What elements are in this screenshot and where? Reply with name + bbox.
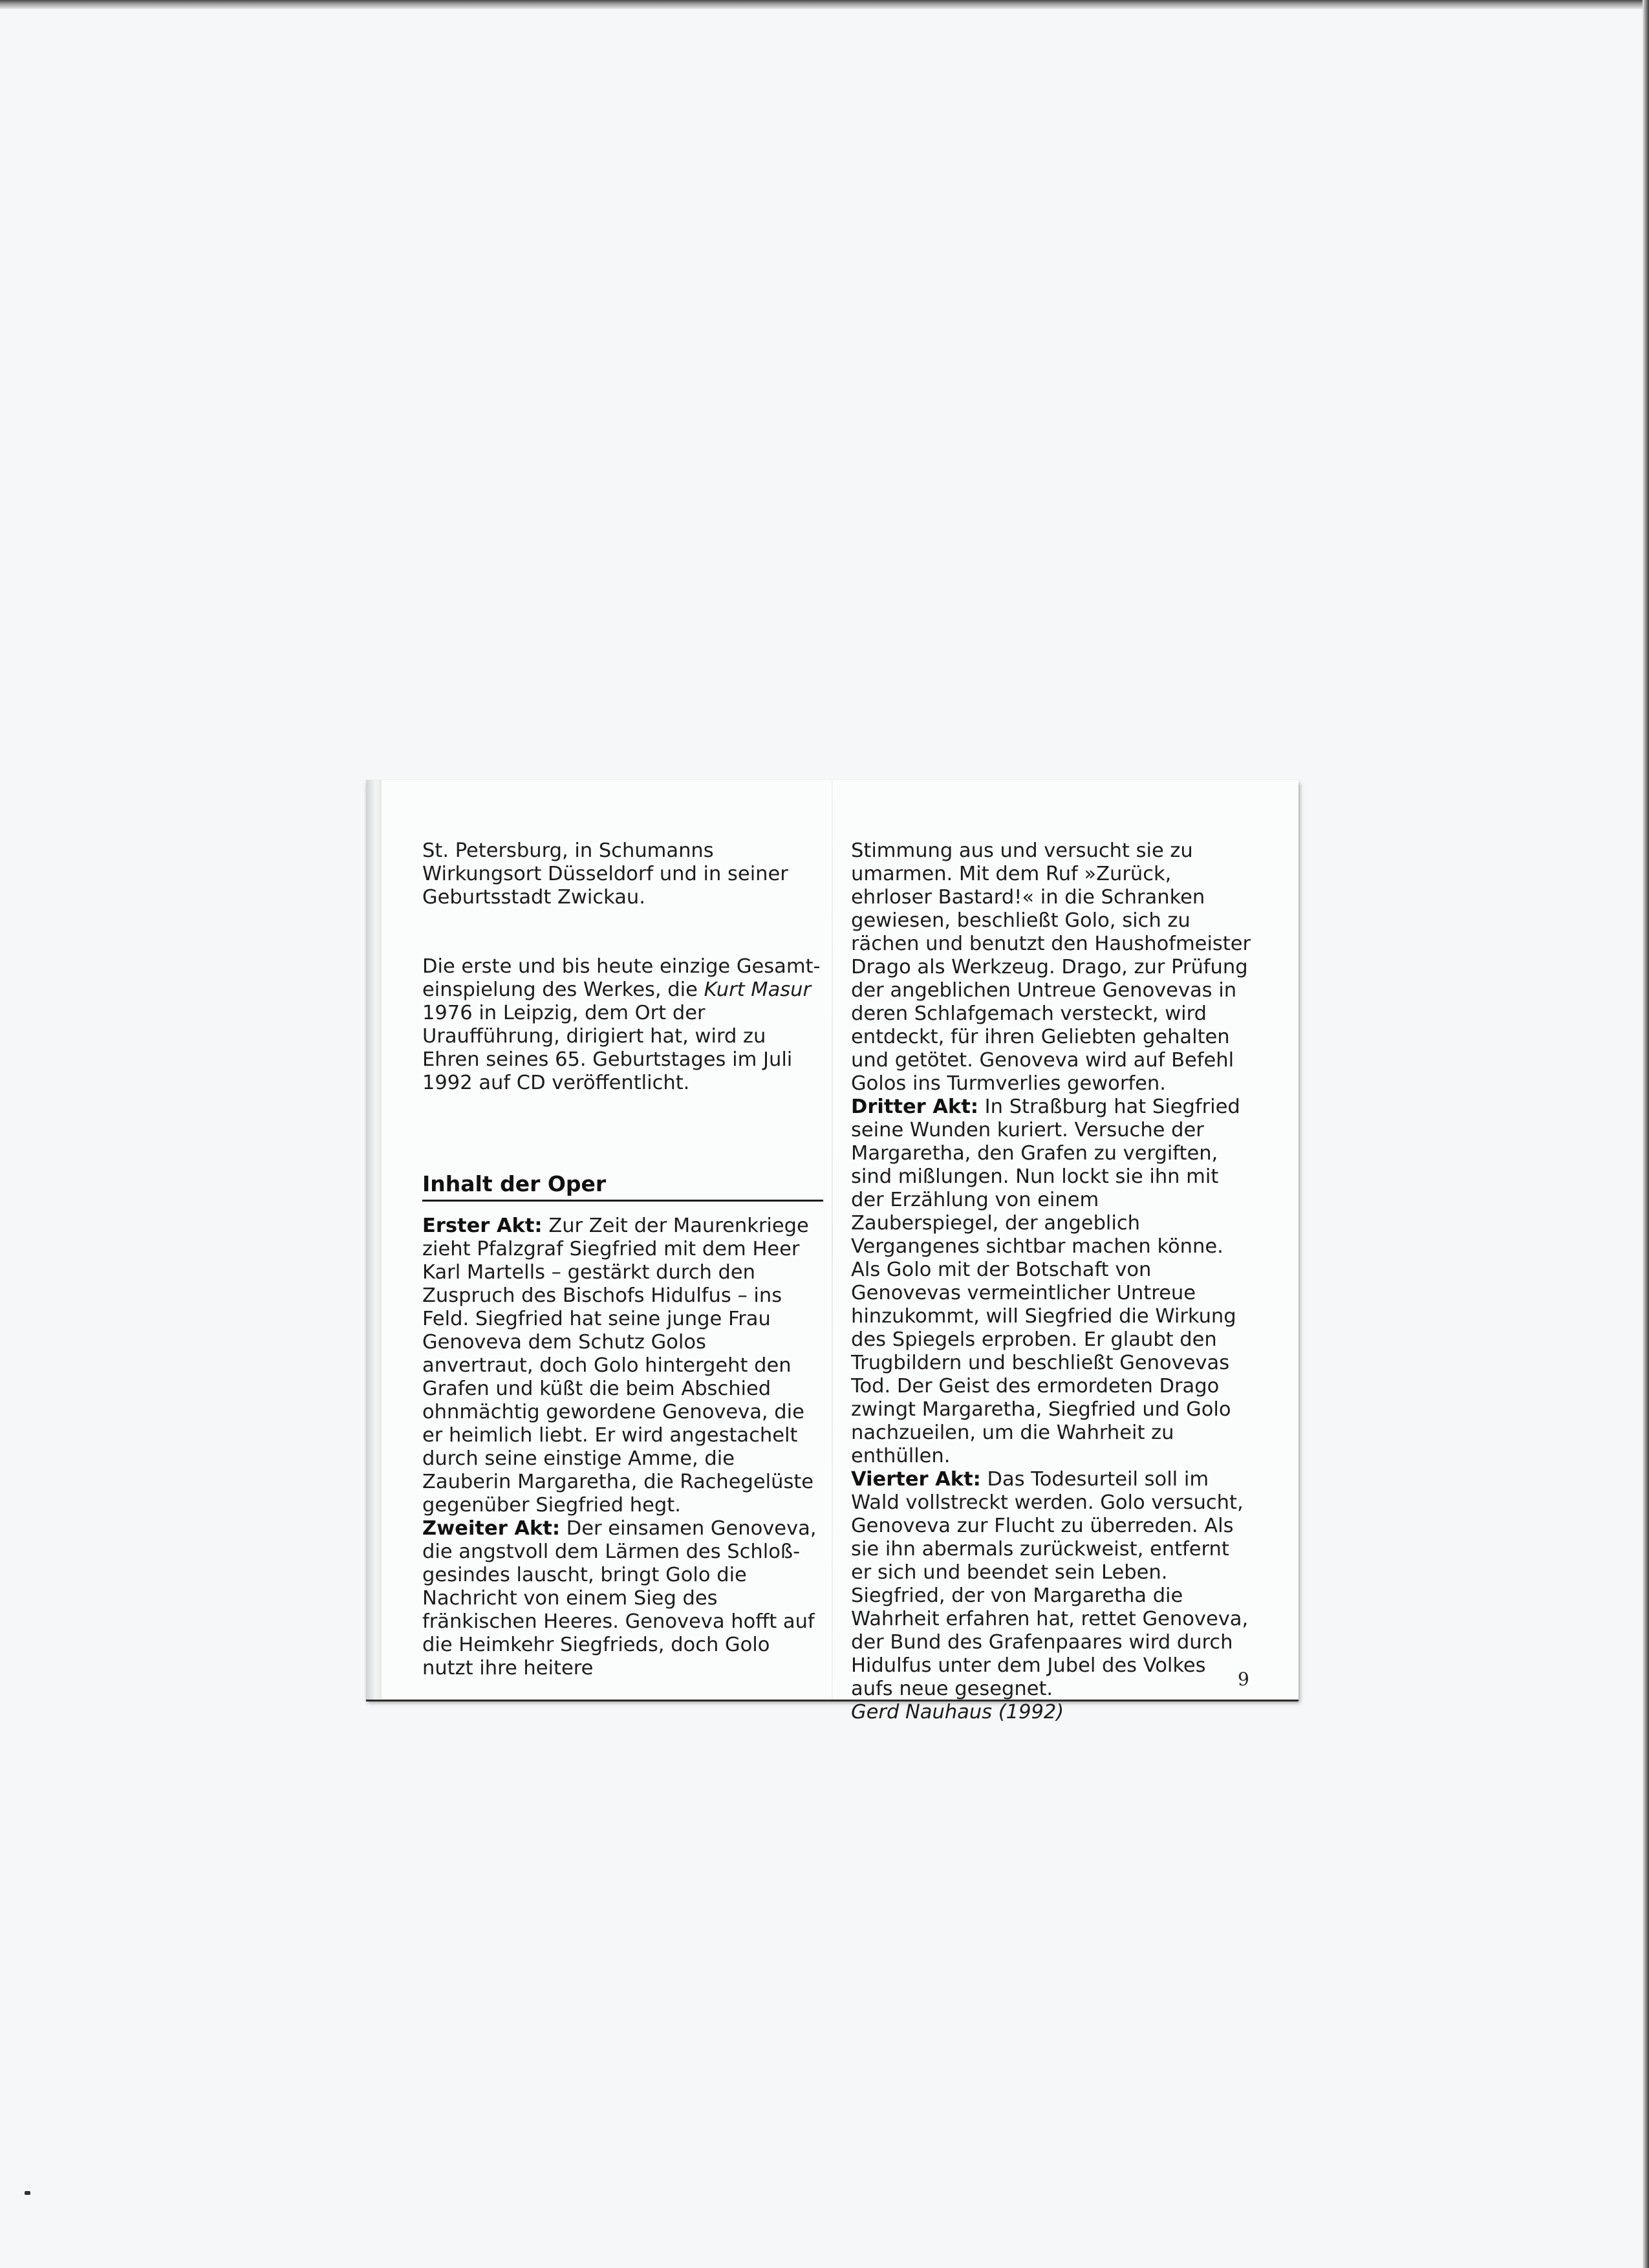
scan-speck [25, 2191, 30, 2195]
right-column [851, 839, 1252, 1724]
act-1-paragraph [422, 1215, 823, 1517]
act-4-paragraph [851, 1468, 1252, 1701]
act-4-text: Das Todesurteil soll im Wald vollstreckt werden. Golo versucht, Genoveva zur Flucht zu überreden. Als sie ihn abermals zurückweist, entfernt er sich und beendet sein Leben. Siegfried, der von Margaretha die Wahrheit erfahren hat, rettet Genoveva, der Bund des Grafenpaares wird durch Hidulfus unter dem Jubel des Volkes aufs neue gesegnet. [851, 1468, 1249, 1700]
act-1-label: Erster Akt: [422, 1215, 543, 1237]
spacer [422, 1095, 823, 1171]
left-column [422, 839, 823, 1680]
booklet-page [366, 780, 1299, 1723]
spacer [422, 909, 823, 955]
act-4-label: Vierter Akt: [851, 1468, 981, 1491]
conductor-name: Kurt Masur [704, 978, 812, 1001]
recording-paragraph [422, 955, 823, 1095]
recording-text-after: 1976 in Leipzig, dem Ort der Uraufführung, dirigiert hat, wird zu Ehren seines 65. Geburtstages im Juli 1992 auf CD veröffentlicht. [422, 1002, 793, 1094]
section-heading: Inhalt der Oper [422, 1171, 607, 1196]
recording-text-before: Die erste und bis heute einzige Gesamteinspielung des Werkes, die [422, 955, 821, 1001]
heading-rule [422, 1200, 823, 1202]
intro-paragraph: St. Petersburg, in Schumanns Wirkungsort Düsseldorf und in seiner Geburtsstadt Zwickau. [422, 839, 788, 909]
act-2-label: Zweiter Akt: [422, 1517, 561, 1540]
author-signature: Gerd Nauhaus (1992) [851, 1701, 1064, 1723]
act-2-paragraph [422, 1517, 823, 1680]
act-3-text: In Straßburg hat Siegfried seine Wunden kuriert. Versuche der Margaretha, den Grafen zu vergiften, sind mißlungen. Nun lockt sie ihn mit der Erzählung von einem Zauberspiegel, der angeblich Vergangenes sichtbar machen könne. Als Golo mit der Botschaft von Genovevas vermeintlicher Untreue hinzukommt, will Siegfried die Wirkung des Spiegels erproben. Er glaubt den Trugbildern und beschließt Genovevas Tod. Der Geist des ermordeten Drago zwingt Margaretha, Siegfried und Golo nachzueilen, um die Wahrheit zu enthüllen. [851, 1096, 1240, 1467]
column-gutter [832, 780, 833, 1700]
act-1-text: Zur Zeit der Maurenkriege zieht Pfalzgraf Siegfried mit dem Heer Karl Martells – gestärkt durch den Zuspruch des Bischofs Hidulfus – ins Feld. Siegfried hat seine junge Frau Genoveva dem Schutz Golos anvertraut, doch Golo hintergeht den Grafen und küßt die beim Abschied ohnmächtig gewordene Genoveva, die er heimlich liebt. Er wird angestachelt durch seine einstige Amme, die Zauberin Margaretha, die Rachegelüste gegenüber Siegfried hegt. [422, 1215, 814, 1517]
act-3-paragraph [851, 1096, 1252, 1468]
scan-edge-right [1643, 0, 1649, 2268]
scan-edge-top [0, 0, 1649, 9]
act-2-text: Der einsamen Genoveva, die angstvoll dem Lärmen des Schloßgesindes lauscht, bringt Golo die Nachricht von einem Sieg des fränkischen Heeres. Genoveva hofft auf die Heimkehr Siegfrieds, doch Golo nutzt ihre heitere [422, 1517, 817, 1679]
act-2-continuation: Stimmung aus und versucht sie zu umarmen. Mit dem Ruf »Zurück, ehrloser Bastard!« in die Schranken gewiesen, beschließt Golo, sich zu rächen und benutzt den Haushofmeister Drago als Werkzeug. Drago, zur Prüfung der angeblichen Untreue Genovevas in deren Schlafgemach versteckt, wird entdeckt, für ihren Geliebten gehalten und getötet. Genoveva wird auf Befehl Golos ins Turmverlies geworfen. [851, 839, 1251, 1095]
page-number: 9 [1238, 1669, 1249, 1690]
booklet-spine [366, 780, 382, 1700]
act-3-label: Dritter Akt: [851, 1096, 978, 1118]
